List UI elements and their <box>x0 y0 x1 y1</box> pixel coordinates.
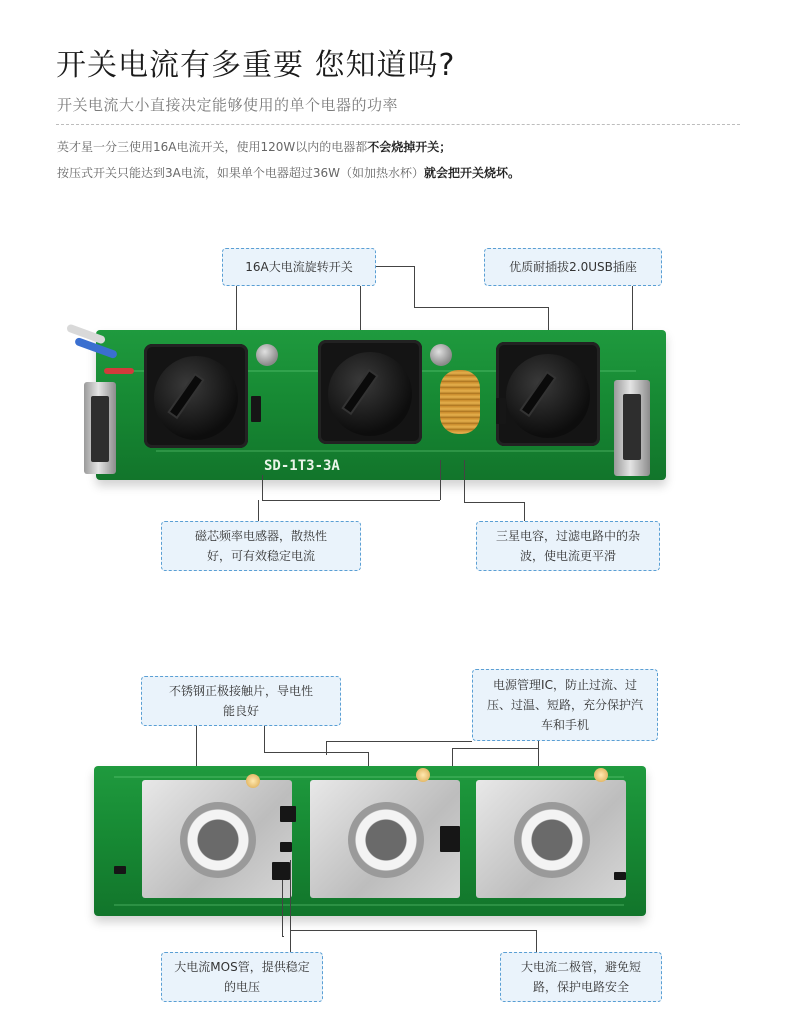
led <box>416 768 430 782</box>
callout-text: 大电流MOS管，提供稳定的电压 <box>174 960 310 994</box>
page-title: 开关电流有多重要 您知道吗? <box>56 48 456 83</box>
leader-line <box>414 266 415 308</box>
power-board-photo <box>96 330 666 480</box>
inductor-callout <box>161 521 361 571</box>
usb-port-left <box>84 382 116 474</box>
leader-line <box>536 930 537 952</box>
smd-chip <box>614 872 626 880</box>
rotary-switch <box>318 340 422 444</box>
led <box>246 774 260 788</box>
info-paragraph-1 <box>57 138 451 155</box>
contact-callout <box>141 676 341 726</box>
mos-callout <box>161 952 323 1002</box>
info-emphasis: 不会烧掉开关； <box>367 140 452 154</box>
capacitor-callout <box>476 521 660 571</box>
leader-line <box>258 500 259 522</box>
smd-chip <box>251 396 261 422</box>
capacitor <box>256 344 278 366</box>
ic-callout <box>472 669 658 741</box>
leader-line <box>524 502 525 522</box>
power-ic <box>440 826 460 852</box>
pcb-trace <box>156 450 616 452</box>
contact-plate <box>142 780 292 898</box>
leader-line <box>326 741 472 742</box>
smd-chip <box>496 398 506 424</box>
info-emphasis: 就会把开关烧坏。 <box>423 166 520 180</box>
pcb-trace <box>114 904 624 906</box>
leader-line <box>464 502 524 503</box>
charger-board-photo <box>94 766 646 916</box>
led <box>594 768 608 782</box>
info-paragraph-2 <box>57 164 520 181</box>
leader-line <box>262 500 440 501</box>
callout-text: 不锈钢正极接触片，导电性能良好 <box>168 684 313 718</box>
diode-callout <box>500 952 662 1002</box>
usb-port <box>614 380 650 476</box>
rotary-switch <box>496 342 600 446</box>
contact-plate <box>476 780 626 898</box>
usb-callout <box>484 248 662 286</box>
leader-line <box>464 460 465 502</box>
leader-line <box>282 880 283 936</box>
callout-text: 大电流二极管，避免短路，保护电路安全 <box>520 960 641 994</box>
divider <box>56 124 740 125</box>
leader-line <box>290 930 536 931</box>
page-subtitle: 开关电流大小直接决定能够使用的单个电器的功率 <box>57 96 399 114</box>
leader-line <box>282 936 284 937</box>
pcb-trace <box>114 776 624 778</box>
diode <box>280 842 292 852</box>
callout-text: 16A大电流旋转开关 <box>245 260 353 274</box>
callout-text: 三星电容，过滤电路中的杂波，使电流更平滑 <box>495 529 640 563</box>
leader-line <box>262 475 263 501</box>
leader-line <box>326 741 327 755</box>
smd-chip <box>114 866 126 874</box>
cable-wire <box>104 368 134 374</box>
callout-text: 电源管理IC，防止过流、过压、过温、短路，充分保护汽车和手机 <box>486 678 643 732</box>
leader-line <box>264 726 265 752</box>
leader-line <box>414 307 548 308</box>
switch-callout <box>222 248 376 286</box>
mos-chip <box>280 806 296 822</box>
info-text: 英才星一分三使用16A电流开关，使用120W以内的电器都 <box>57 140 368 154</box>
callout-text: 优质耐插拔2.0USB插座 <box>509 260 637 274</box>
model-silkscreen: SD-1T3-3A <box>264 458 340 474</box>
leader-line <box>452 748 538 749</box>
leader-line <box>376 266 414 267</box>
callout-text: 磁芯频率电感器，散热性好，可有效稳定电流 <box>194 529 327 563</box>
mos-chip <box>272 862 290 880</box>
leader-line <box>360 286 361 334</box>
contact-plate <box>310 780 460 898</box>
info-text: 按压式开关只能达到3A电流，如果单个电器超过36W（如加热水杯） <box>57 166 424 180</box>
inductor-coil <box>440 370 480 434</box>
rotary-switch <box>144 344 248 448</box>
leader-line <box>290 860 291 954</box>
capacitor <box>430 344 452 366</box>
leader-line <box>264 752 368 753</box>
leader-line <box>440 460 441 500</box>
